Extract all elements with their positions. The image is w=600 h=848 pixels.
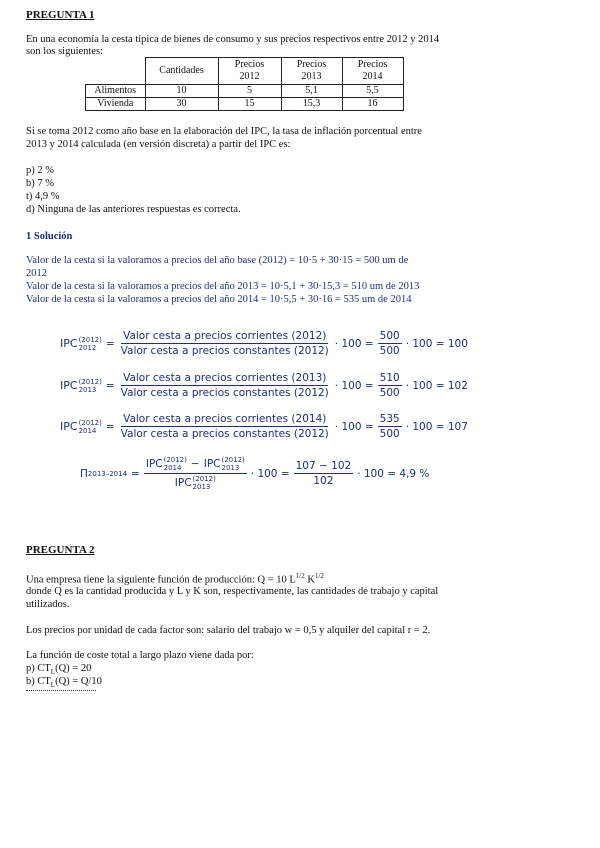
price-table [85,57,404,111]
option-t: t) 4,9 % [26,191,60,202]
header-precios-2013: Precios 2013 [281,58,342,85]
table-cell: Alimentos [86,85,146,98]
table-row [86,98,404,111]
inflation-formula: Π 2013–2014 = IPC (2012) 2014 − IPC (2012) 2013 IPC (2012) 2013 · 100 = $\frac{107 - 102}{102}$ · 100 = 4,9 % [80,456,430,491]
question-2-heading: PREGUNTA 2 [26,544,95,556]
option-p: p) 2 % [26,165,54,176]
header-precios-2012: Precios 2012 [218,58,281,85]
table-cell: 15,3 [281,98,342,111]
question-1-text-line-1: Si se toma 2012 como año base en la elaboración del IPC, la tasa de inflación porcentual entre [26,126,422,137]
solution-line-1: Valor de la cesta si la valoramos a precios del año base (2012) = 10·5 + 30·15 = 500 um de [26,255,409,266]
ipc-formula-2012: IPC (2012) 2012 = $\frac{\text{Valor cesta a precios corrientes (2012)}}{\text{Valor cesta a precios constantes (2012)}}$ · 100 = $\frac{500}{500}$ · 100 = 100 [60,330,468,357]
solution-line-2: Valor de la cesta si la valoramos a precios del año 2013 = 10·5,1 + 30·15,3 = 510 um de 2013 [26,281,420,292]
table-cell: Vivienda [86,98,146,111]
question-1-intro-line-2: son los siguientes: [26,46,104,57]
header-cantidades: Cantidades [145,58,218,85]
ipc-formula-2013: IPC (2012) 2013 = $\frac{\text{Valor cesta a precios corrientes (2013)}}{\text{Valor cesta a precios constantes (2012)}}$ · 100 = $\frac{510}{500}$ · 100 = 102 [60,372,468,399]
question-2-option-p: p) $CT_L(Q) = 20$ [26,663,92,677]
question-2-line-5: La función de coste total a largo plazo viene dada por: [26,650,254,661]
table-cell: 30 [145,98,218,111]
table-header-row [86,58,404,85]
question-2-line-1: Una empresa tiene la siguiente función de producción: Q = 10 $L^{1/2}$ $K^{1/2}$ [26,572,324,586]
header-precios-2014: Precios 2014 [342,58,403,85]
question-2-line-3: utilizados. [26,599,70,610]
option-b: b) 7 % [26,178,54,189]
question-1-heading: PREGUNTA 1 [26,9,95,21]
question-1-text-line-2: 2013 y 2014 calculada (en versión discreta) a partir del IPC es: [26,139,291,150]
table-cell: 15 [218,98,281,111]
table-cell: 5,5 [342,85,403,98]
question-2-line-2: donde Q es la cantidad producida y L y K son, respectivamente, las cantidades de trabajo y capital [26,586,439,597]
solution-line-3: Valor de la cesta si la valoramos a precios del año 2014 = 10·5,5 + 30·16 = 535 um de 2014 [26,294,412,305]
option-d: d) Ninguna de las anteriores respuestas es correcta. [26,204,241,215]
table-row [86,85,404,98]
cut-off-line [26,688,106,691]
ipc-formula-2014: IPC (2012) 2014 = $\frac{\text{Valor cesta a precios corrientes (2014)}}{\text{Valor cesta a precios constantes (2012)}}$ · 100 = $\frac{535}{500}$ · 100 = 107 [60,413,468,440]
table-cell: 5,1 [281,85,342,98]
table-cell: 10 [145,85,218,98]
solution-line-1b: 2012 [26,268,47,279]
question-2-option-b: b) $CT_L(Q) = Q/10$ [26,676,102,690]
question-2-line-4: Los precios por unidad de cada factor son: salario del trabajo w = 0,5 y alquiler del capital r = 2. [26,625,431,636]
solution-heading: 1 Solución [26,231,73,242]
table-cell: 5 [218,85,281,98]
question-1-intro-line-1: En una economía la cesta típica de bienes de consumo y sus precios respectivos entre 2012 y 2014 [26,34,440,45]
table-cell: 16 [342,98,403,111]
